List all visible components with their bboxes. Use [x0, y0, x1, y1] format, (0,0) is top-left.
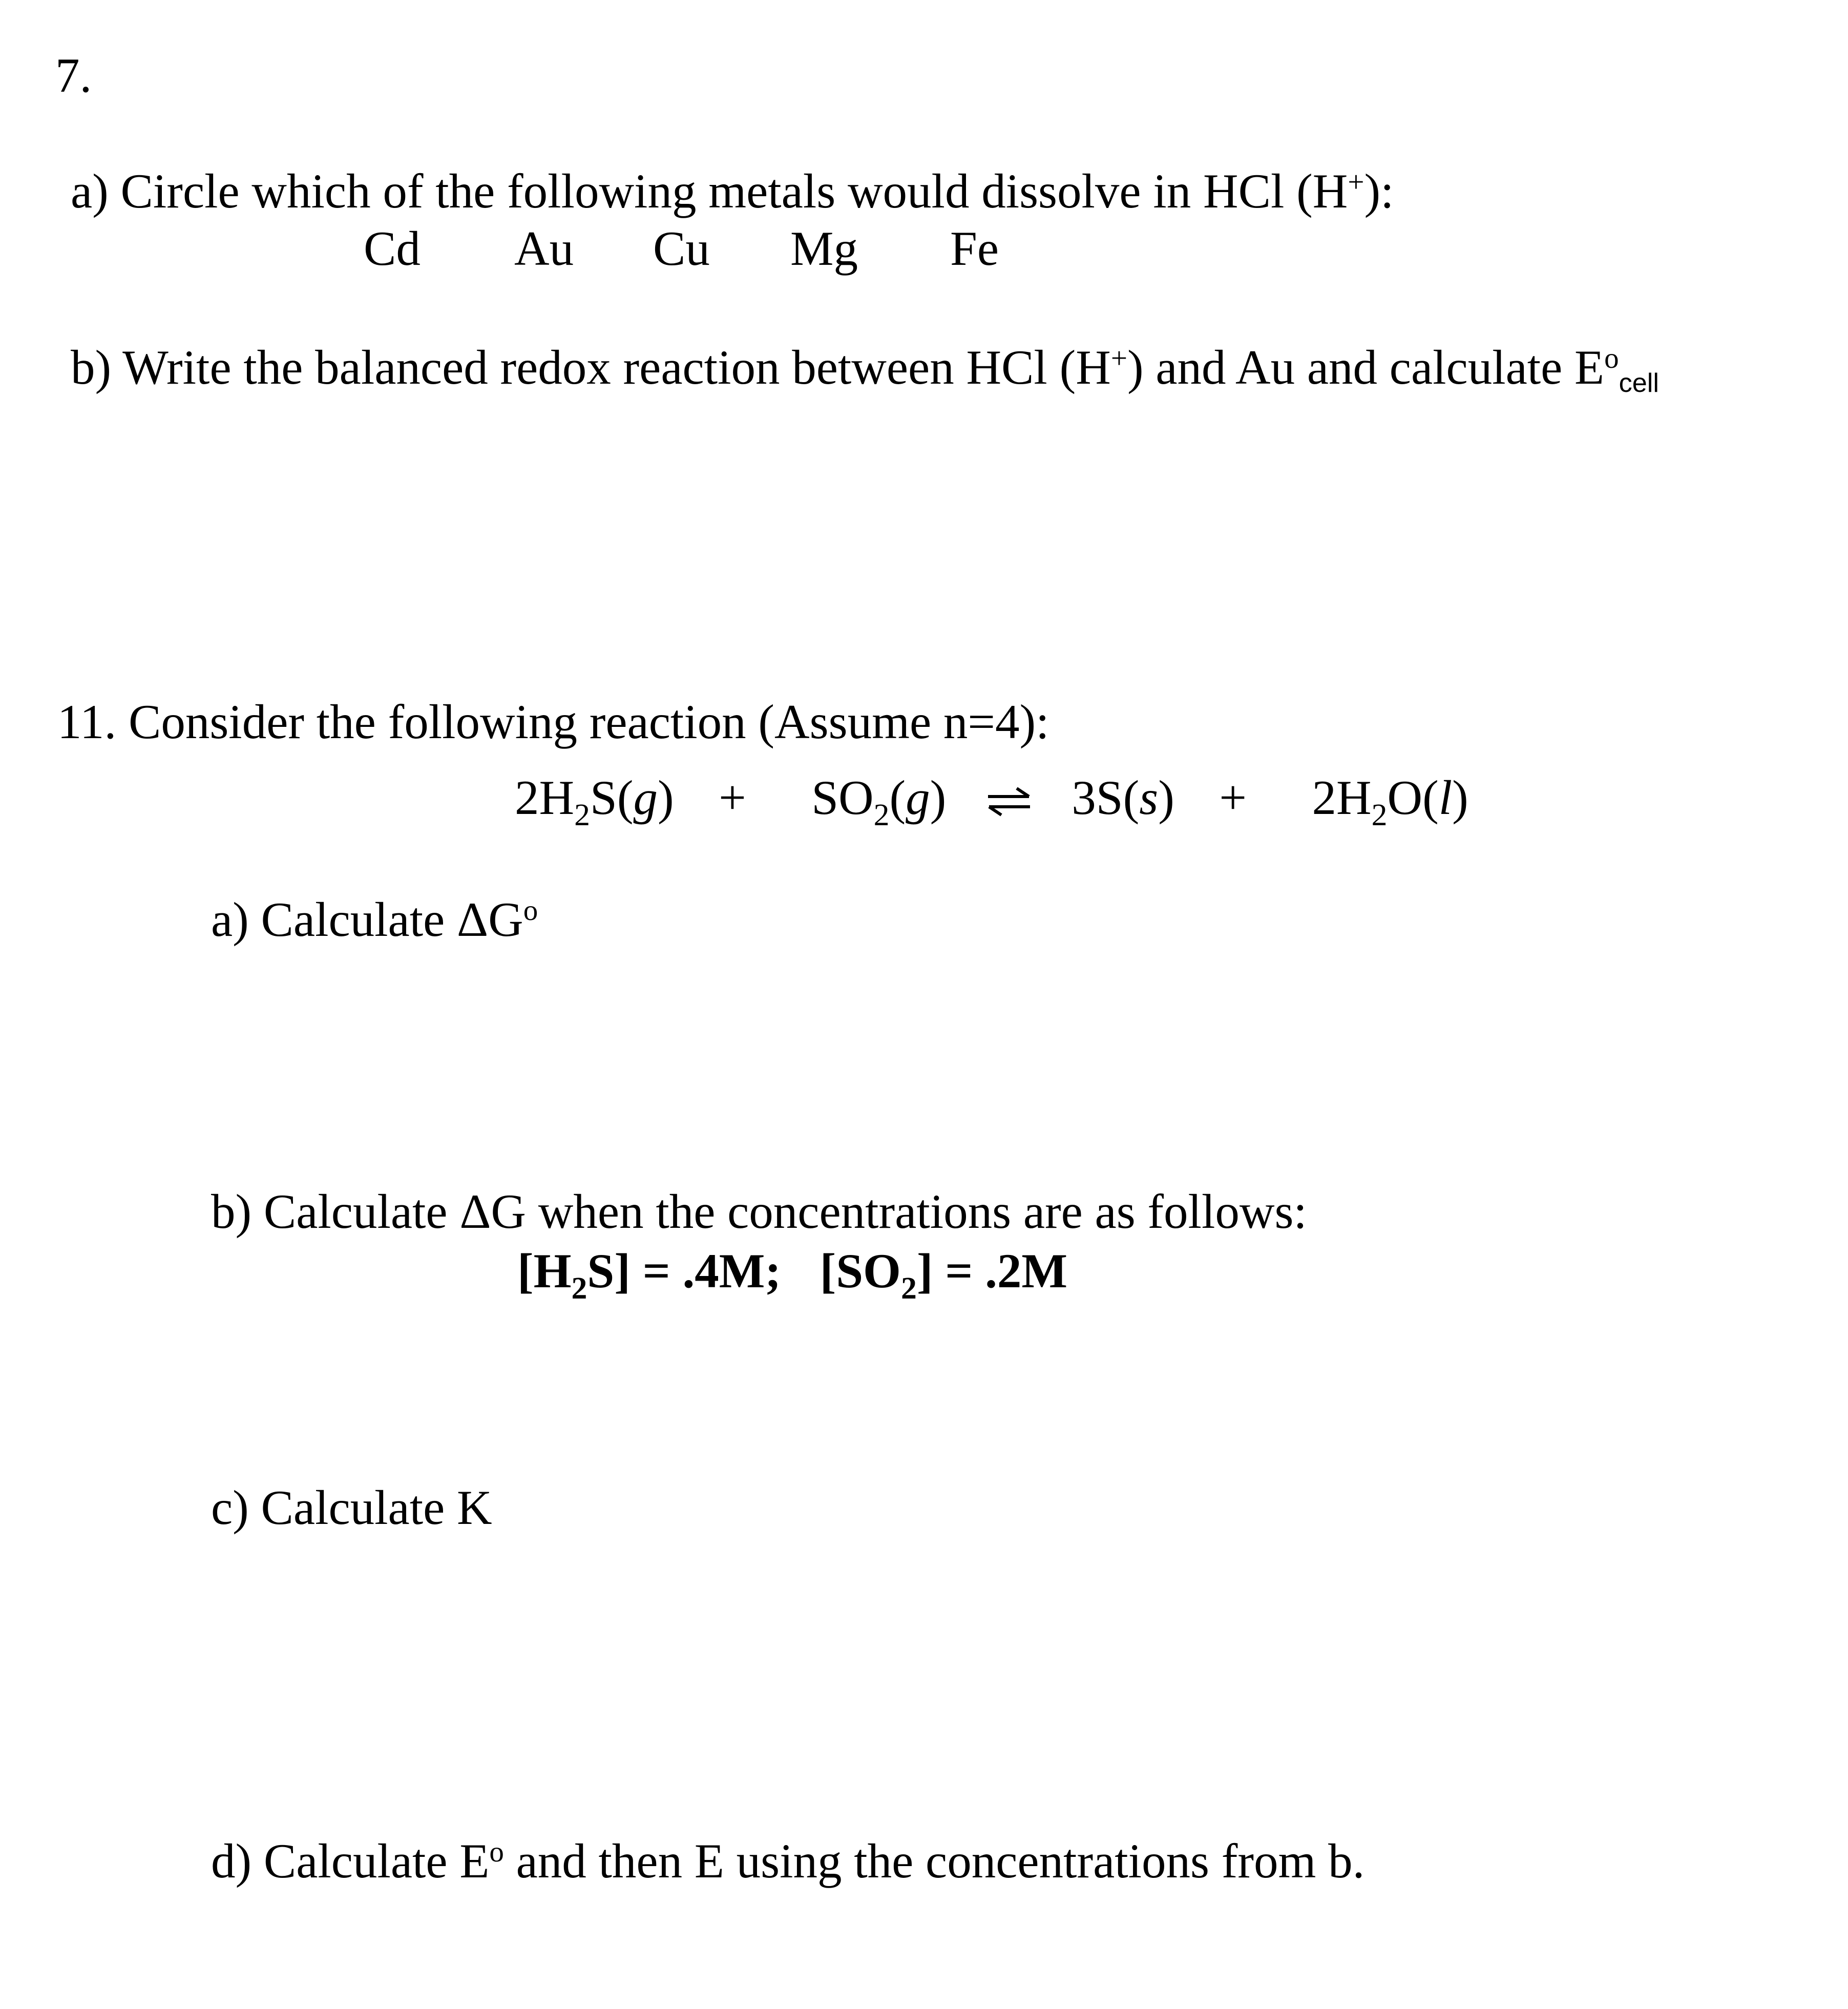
h-plus-superscript: + — [1348, 165, 1364, 198]
reactant-h2s: $2H_2S(g)$ — [515, 770, 674, 832]
cell-subscript: cell — [1619, 368, 1659, 398]
metal-options — [0, 221, 1848, 276]
product-h2o: $2H_2O(l)$ — [1312, 770, 1468, 832]
conc-so2: $[SO_2] = .2M$ — [820, 1244, 1067, 1306]
metal-option-mg[interactable]: Mg — [790, 221, 858, 276]
question-11-title: 11. Consider the following reaction (Assume n=4): — [57, 695, 1049, 749]
metal-option-fe[interactable]: Fe — [950, 221, 999, 276]
h-plus-superscript: + — [1110, 342, 1127, 374]
question-7a-end: ): — [1364, 164, 1394, 218]
metal-option-cu[interactable]: Cu — [653, 221, 710, 276]
question-7a-text: a) Circle which of the following metals would dissolve in HCl (H — [71, 164, 1348, 218]
question-11c-prompt: c) Calculate K — [211, 1480, 492, 1535]
degree-superscript: o — [1604, 342, 1619, 374]
plus-sign: + — [1219, 770, 1247, 825]
metal-option-cd[interactable]: Cd — [364, 221, 421, 276]
conc-h2s: $[H_2S] = .4M$; — [517, 1244, 782, 1306]
question-11d-prompt: d) Calculate $E^o$ and then E using the concentrations from b. — [211, 1834, 1365, 1888]
question-7b-text: b) Write the balanced redox reaction between HCl (H — [71, 340, 1111, 394]
degree-superscript: o — [523, 894, 538, 927]
degree-superscript: o — [489, 1835, 504, 1868]
concentrations — [517, 1244, 1067, 1306]
reactant-so2: $SO_2(g)$ — [811, 770, 947, 832]
metal-option-au[interactable]: Au — [514, 221, 574, 276]
product-s: 3S(s) — [1072, 770, 1174, 825]
question-7b-mid: ) and Au and calculate E — [1127, 340, 1605, 394]
question-7b-prompt — [71, 340, 1659, 398]
equilibrium-arrow-icon — [986, 786, 1032, 817]
question-11b-prompt: b) Calculate ΔG when the concentrations are as follows: — [211, 1184, 1307, 1239]
question-7-number: 7. — [55, 48, 92, 102]
reaction-equation — [515, 770, 1468, 832]
plus-sign: + — [719, 770, 746, 825]
question-11a-prompt: a) Calculate $\Delta G^o$ — [211, 892, 538, 947]
question-7a-prompt — [71, 164, 1394, 218]
